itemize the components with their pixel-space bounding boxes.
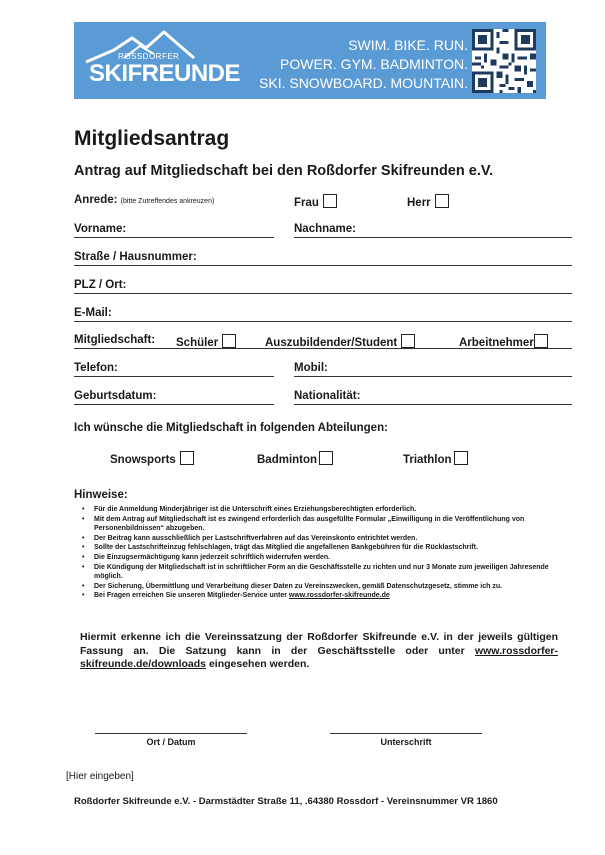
page-subtitle: Antrag auf Mitgliedschaft bei den Roßdorfer Skifreunden e.V.: [74, 163, 494, 179]
schueler-checkbox[interactable]: [222, 334, 236, 348]
hinweis-item: • Der Sicherung, Übermittlung und Verarbeitung dieser Daten zu Vereinszwecken, gemäß Datenschutzgesetz, stimme ich zu.: [80, 582, 560, 592]
anrede-hint: (bitte Zutreffendes ankreuzen): [120, 198, 215, 205]
plz-ort-field[interactable]: [74, 293, 572, 294]
option-schueler[interactable]: Schüler: [176, 334, 236, 349]
herr-checkbox[interactable]: [435, 194, 449, 208]
badminton-checkbox[interactable]: [319, 451, 333, 465]
slogan-line-1: SWIM. BIKE. RUN.: [348, 37, 468, 53]
plz-ort-label: PLZ / Ort:: [74, 279, 127, 291]
nationalitaet-field[interactable]: [294, 404, 572, 405]
header-banner: [74, 22, 546, 99]
hinweis-item: • Die Kündigung der Mitgliedschaft ist in schriftlicher Form an die Geschäftsstelle zu richten und nur 3 Monate zum jeweiligen Jahresende möglich.: [80, 563, 560, 582]
strasse-label: Straße / Hausnummer:: [74, 251, 197, 263]
website-link[interactable]: www.rossdorfer-skifreunde.de: [288, 592, 390, 600]
mitgliedschaft-line: [74, 348, 572, 349]
email-label: E-Mail:: [74, 307, 112, 319]
option-arbeitnehmer[interactable]: Arbeitnehmer: [459, 334, 548, 349]
option-herr[interactable]: Herr: [407, 194, 449, 209]
hinweis-item: • Sollte der Lastschrifteinzug fehlschlagen, trägt das Mitglied die angefallenen Bankgebühren für die Rücklastschrift.: [80, 543, 560, 553]
hinweise-title: Hinweise:: [74, 489, 128, 501]
hinweis-item: • Die Einzugsermächtigung kann jederzeit schriftlich widerrufen werden.: [80, 553, 560, 563]
mobil-field[interactable]: [294, 376, 572, 377]
auszubildender-checkbox[interactable]: [401, 334, 415, 348]
downloads-link[interactable]: www.rossdorfer-skifreunde.de/downloads: [80, 644, 558, 670]
logo-small-text: ROSSDORFER: [118, 52, 180, 61]
vorname-field[interactable]: [74, 237, 274, 238]
nachname-field[interactable]: [294, 237, 572, 238]
arbeitnehmer-checkbox[interactable]: [534, 334, 548, 348]
geburtsdatum-field[interactable]: [74, 404, 274, 405]
frau-checkbox[interactable]: [323, 194, 337, 208]
anrede-label: Anrede: (bitte Zutreffendes ankreuzen): [74, 194, 215, 206]
slogan-line-2: POWER. GYM. BADMINTON.: [280, 56, 468, 72]
declaration-text: Hiermit erkenne ich die Vereinssatzung der Roßdorfer Skifreunde e.V. in der jeweils gültigen Fassung an. Die Satzung kann in der Geschäftsstelle oder unter www.rossdorfer-skifreunde.de/downloads eingesehen werden.: [80, 631, 558, 670]
strasse-field[interactable]: [74, 265, 572, 266]
option-auszubildender[interactable]: Auszubildender/Student: [265, 334, 415, 349]
email-field[interactable]: [74, 321, 572, 322]
hinweis-item: • Für die Anmeldung Minderjähriger ist die Unterschrift eines Erziehungsberechtigten erforderlich.: [80, 505, 560, 515]
option-snowsports[interactable]: Snowsports: [110, 451, 194, 466]
footer-text: Roßdorfer Skifreunde e.V. - Darmstädter Straße 11, .64380 Rossdorf - Vereinsnummer VR 1860: [74, 796, 498, 807]
option-triathlon[interactable]: Triathlon: [403, 451, 468, 466]
slogan-line-3: SKI. SNOWBOARD. MOUNTAIN.: [259, 75, 468, 91]
nationalitaet-label: Nationalität:: [294, 390, 361, 402]
unterschrift-label: Unterschrift: [380, 737, 432, 747]
qr-code-icon: [472, 29, 536, 93]
hinweis-item: • Mit dem Antrag auf Mitgliedschaft ist es zwingend erforderlich das ausgefüllte Formular „Einwilligung in die Veröffentlichung von Personenbildnissen“ abzugeben.: [80, 515, 560, 534]
logo-big-text: SKIFREUNDE: [89, 60, 241, 87]
hinweis-item-contact: • Bei Fragen erreichen Sie unseren Mitglieder-Service unter www.rossdorfer-skifreunde.de: [80, 591, 560, 601]
mitgliedschaft-label: Mitgliedschaft:: [74, 334, 156, 346]
telefon-label: Telefon:: [74, 362, 118, 374]
mobil-label: Mobil:: [294, 362, 328, 374]
option-badminton[interactable]: Badminton: [257, 451, 333, 466]
geburtsdatum-label: Geburtsdatum:: [74, 390, 157, 402]
page-title: Mitgliedsantrag: [74, 127, 230, 150]
ort-datum-line[interactable]: [95, 733, 247, 734]
hinweise-list: [80, 505, 560, 601]
unterschrift-line[interactable]: [330, 733, 482, 734]
vorname-label: Vorname:: [74, 223, 127, 235]
hinweis-item: • Der Beitrag kann ausschließlich per Lastschriftverfahren auf das Vereinskonto entrichtet werden.: [80, 534, 560, 544]
option-frau[interactable]: Frau: [294, 194, 337, 209]
placeholder-text[interactable]: [Hier eingeben]: [66, 771, 134, 782]
triathlon-checkbox[interactable]: [454, 451, 468, 465]
ort-datum-label: Ort / Datum: [146, 737, 196, 747]
telefon-field[interactable]: [74, 376, 274, 377]
nachname-label: Nachname:: [294, 223, 356, 235]
snowsports-checkbox[interactable]: [180, 451, 194, 465]
abteilungen-intro: Ich wünsche die Mitgliedschaft in folgenden Abteilungen:: [74, 422, 388, 434]
